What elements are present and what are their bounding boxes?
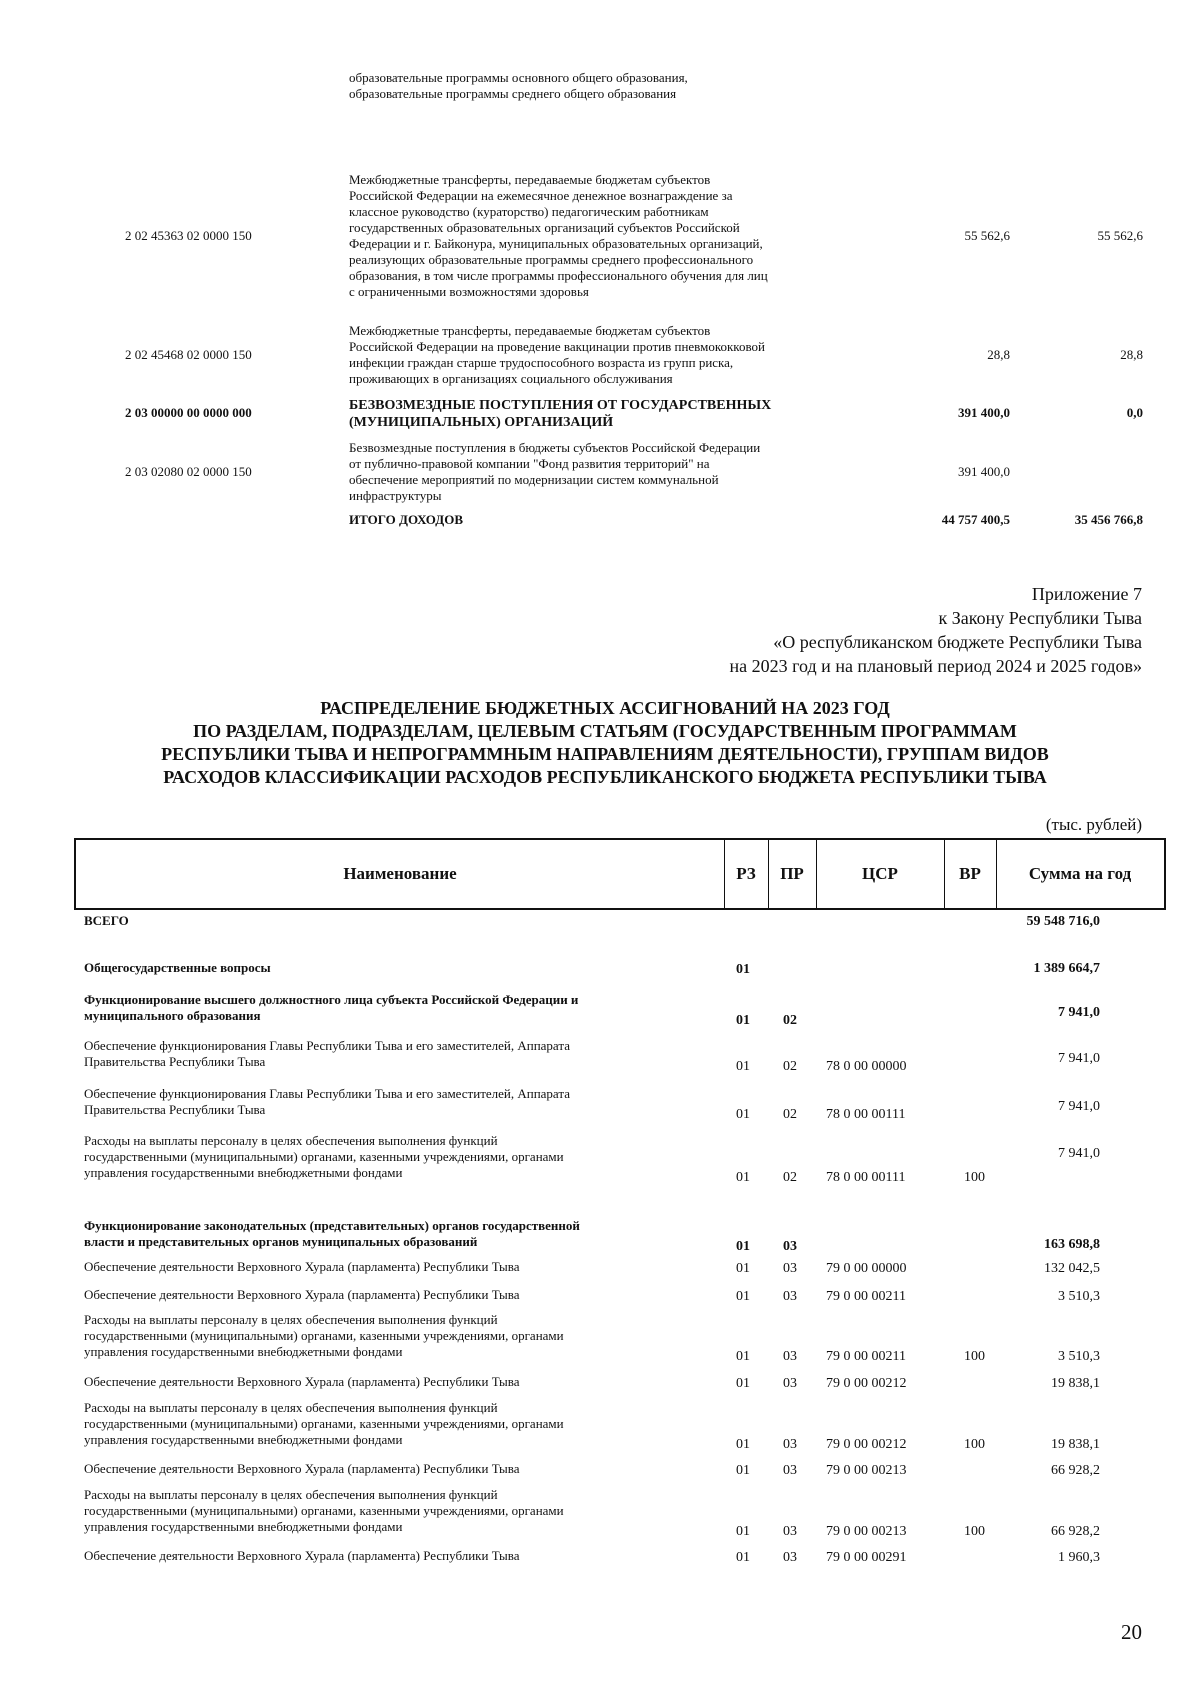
table-row-pr: 03: [783, 1239, 797, 1254]
table-row-sum: 3 510,3: [1058, 1289, 1100, 1304]
table-row-rz: 01: [736, 962, 750, 977]
title-line: ПО РАЗДЕЛАМ, ПОДРАЗДЕЛАМ, ЦЕЛЕВЫМ СТАТЬЯМ (ГОСУДАРСТВЕННЫМ ПРОГРАММАМ: [193, 721, 1017, 741]
revenue-row-2024: 391 400,0: [958, 405, 1010, 420]
revenue-row-code: 2 03 00000 00 0000 000: [125, 405, 252, 420]
revenue-row-2024: 44 757 400,5: [941, 512, 1010, 527]
table-row-pr: 02: [783, 1170, 797, 1185]
table-row-sum: 59 548 716,0: [1026, 914, 1100, 929]
table-row-rz: 01: [736, 1550, 750, 1565]
table-row-rz: 01: [736, 1463, 750, 1478]
revenue-row-2024: 28,8: [987, 347, 1010, 362]
units-label: (тыс. рублей): [1045, 815, 1142, 834]
table-row-sum: 1 960,3: [1058, 1550, 1100, 1565]
table-row-rz: 01: [736, 1261, 750, 1276]
table-row-pr: 02: [783, 1013, 797, 1028]
table-row-name: Обеспечение деятельности Верховного Хурала (парламента) Республики Тыва: [84, 1461, 520, 1476]
table-row-vr: 100: [964, 1437, 985, 1452]
table-row-csr: 79 0 00 00213: [826, 1463, 907, 1478]
table-row-csr: 79 0 00 00212: [826, 1376, 907, 1391]
table-row-name: Функционирование законодательных (представительных) органов государственной власти и представительных органов муниципальных образований: [84, 1218, 580, 1249]
revenue-row-code: 2 03 02080 02 0000 150: [125, 464, 252, 479]
appendix-line: Приложение 7: [1031, 584, 1142, 604]
table-row-sum: 19 838,1: [1051, 1376, 1100, 1391]
revenue-row-2025: 0,0: [1126, 405, 1143, 420]
table-row-csr: 78 0 00 00111: [826, 1170, 906, 1185]
table-row-csr: 79 0 00 00211: [826, 1349, 906, 1364]
table-row-sum: 7 941,0: [1058, 1146, 1100, 1161]
table-row-csr: 78 0 00 00000: [826, 1059, 907, 1074]
table-row-name: Общегосударственные вопросы: [84, 960, 271, 975]
table-row-pr: 02: [783, 1107, 797, 1122]
header-rz: РЗ: [736, 864, 756, 883]
table-row-name: Обеспечение деятельности Верховного Хурала (парламента) Республики Тыва: [84, 1259, 520, 1274]
revenue-row-desc: Безвозмездные поступления в бюджеты субъектов Российской Федерации от публично-правовой компании "Фонд развития территорий" на обеспечение мероприятий по модернизации систем коммунальной инфраструктуры: [349, 440, 761, 503]
title-line: РАСПРЕДЕЛЕНИЕ БЮДЖЕТНЫХ АССИГНОВАНИЙ НА 2023 ГОД: [320, 698, 890, 718]
table-row-pr: 03: [783, 1463, 797, 1478]
table-row-pr: 03: [783, 1437, 797, 1452]
table-row-csr: 79 0 00 00212: [826, 1437, 907, 1452]
table-row-sum: 7 941,0: [1058, 1051, 1100, 1066]
table-row-csr: 79 0 00 00000: [826, 1261, 907, 1276]
table-row-sum: 132 042,5: [1044, 1261, 1100, 1276]
table-row-name: Обеспечение деятельности Верховного Хурала (парламента) Республики Тыва: [84, 1548, 520, 1563]
table-row-rz: 01: [736, 1107, 750, 1122]
table-row-sum: 3 510,3: [1058, 1349, 1100, 1364]
table-row-rz: 01: [736, 1376, 750, 1391]
table-row-csr: 79 0 00 00291: [826, 1550, 907, 1565]
table-row-rz: 01: [736, 1349, 750, 1364]
table-row-vr: 100: [964, 1170, 985, 1185]
table-row-sum: 7 941,0: [1058, 1099, 1100, 1114]
table-row-name: Обеспечение функционирования Главы Республики Тыва и его заместителей, Аппарата Правительства Республики Тыва: [84, 1086, 570, 1117]
table-row-name: Обеспечение деятельности Верховного Хурала (парламента) Республики Тыва: [84, 1287, 520, 1302]
table-row-sum: 19 838,1: [1051, 1437, 1100, 1452]
table-row-rz: 01: [736, 1013, 750, 1028]
title-line: РЕСПУБЛИКИ ТЫВА И НЕПРОГРАММНЫМ НАПРАВЛЕНИЯМ ДЕЯТЕЛЬНОСТИ), ГРУППАМ ВИДОВ: [161, 744, 1049, 764]
revenue-row-code: 2 02 45363 02 0000 150: [125, 228, 252, 243]
table-row-pr: 03: [783, 1289, 797, 1304]
table-row-name: Функционирование высшего должностного лица субъекта Российской Федерации и муниципального образования: [84, 992, 579, 1023]
table-row-pr: 03: [783, 1376, 797, 1391]
table-row-pr: 03: [783, 1349, 797, 1364]
table-row-rz: 01: [736, 1170, 750, 1185]
header-pr: ПР: [780, 864, 804, 883]
revenue-row-desc: БЕЗВОЗМЕЗДНЫЕ ПОСТУПЛЕНИЯ ОТ ГОСУДАРСТВЕННЫХ (МУНИЦИПАЛЬНЫХ) ОРГАНИЗАЦИЙ: [349, 398, 772, 430]
table-row-csr: 79 0 00 00213: [826, 1524, 907, 1539]
table-row-csr: 78 0 00 00111: [826, 1107, 906, 1122]
revenue-row-code: 2 02 45468 02 0000 150: [125, 347, 252, 362]
table-row-rz: 01: [736, 1524, 750, 1539]
table-row-sum: 66 928,2: [1051, 1463, 1100, 1478]
header-vr: ВР: [959, 864, 981, 883]
title-line: РАСХОДОВ КЛАССИФИКАЦИИ РАСХОДОВ РЕСПУБЛИКАНСКОГО БЮДЖЕТА РЕСПУБЛИКИ ТЫВА: [163, 767, 1047, 787]
table-row-name: Расходы на выплаты персоналу в целях обеспечения выполнения функций государственными (муниципальными) органами, казенными учреждениями, органами управления государственными внебюджетными фондами: [84, 1312, 564, 1359]
table-row-pr: 02: [783, 1059, 797, 1074]
table-row-rz: 01: [736, 1059, 750, 1074]
revenue-row-desc: Межбюджетные трансферты, передаваемые бюджетам субъектов Российской Федерации на проведение вакцинации против пневмококковой инфекции граждан старше трудоспособного возраста из групп риска, проживающих в организациях социального обслуживания: [349, 323, 765, 386]
table-row-rz: 01: [736, 1239, 750, 1254]
appendix-line: на 2023 год и на плановый период 2024 и 2025 годов»: [729, 656, 1142, 676]
table-row-rz: 01: [736, 1289, 750, 1304]
table-row-vr: 100: [964, 1524, 985, 1539]
revenue-row-2025: 28,8: [1120, 347, 1143, 362]
table-row-name: Расходы на выплаты персоналу в целях обеспечения выполнения функций государственными (муниципальными) органами, казенными учреждениями, органами управления государственными внебюджетными фондами: [84, 1400, 564, 1447]
table-row-rz: 01: [736, 1437, 750, 1452]
appendix-header: [729, 582, 1142, 678]
document-title: [60, 697, 1150, 789]
header-sum: Сумма на год: [1028, 864, 1132, 883]
revenue-row-2025: 55 562,6: [1097, 228, 1143, 243]
revenue-row-desc: Межбюджетные трансферты, передаваемые бюджетам субъектов Российской Федерации на ежемесячное денежное вознаграждение за классное руководство (кураторство) педагогическим работникам государственных образовательных организаций субъектов Российской Федерации и г. Байконура, муниципальных образовательных организаций, реализующих образовательные программы среднего профессионального образования, в том числе программы профессионального обучения для лиц с ограниченными возможностями здоровья: [349, 172, 768, 299]
table-row-sum: 1 389 664,7: [1033, 961, 1100, 976]
table-row-csr: 79 0 00 00211: [826, 1289, 906, 1304]
appendix-line: «О республиканском бюджете Республики Тыва: [773, 632, 1142, 652]
table-row-pr: 03: [783, 1524, 797, 1539]
table-row-sum: 7 941,0: [1058, 1005, 1100, 1020]
revenue-row-2025: 35 456 766,8: [1074, 512, 1143, 527]
header-csr: ЦСР: [862, 864, 898, 883]
table-row-name: Обеспечение деятельности Верховного Хурала (парламента) Республики Тыва: [84, 1374, 520, 1389]
table-row-sum: 66 928,2: [1051, 1524, 1100, 1539]
appendix-line: к Закону Республики Тыва: [938, 608, 1142, 628]
header-name: Наименование: [343, 864, 457, 883]
revenue-row-2024: 55 562,6: [964, 228, 1010, 243]
table-row-vr: 100: [964, 1349, 985, 1364]
revenue-row-2024: 391 400,0: [958, 464, 1010, 479]
table-row-name: Расходы на выплаты персоналу в целях обеспечения выполнения функций государственными (муниципальными) органами, казенными учреждениями, органами управления государственными внебюджетными фондами: [84, 1487, 564, 1534]
revenue-row-desc: ИТОГО ДОХОДОВ: [349, 512, 463, 527]
table-row-name: Обеспечение функционирования Главы Республики Тыва и его заместителей, Аппарата Правительства Республики Тыва: [84, 1038, 570, 1069]
table-header: [74, 838, 1166, 910]
table-row-name: ВСЕГО: [84, 913, 129, 928]
table-row-sum: 163 698,8: [1044, 1237, 1100, 1252]
page-number: 20: [1121, 1620, 1142, 1644]
table-row-pr: 03: [783, 1261, 797, 1276]
continuation-text: образовательные программы основного общего образования, образовательные программы среднего общего образования: [349, 70, 688, 101]
table-row-pr: 03: [783, 1550, 797, 1565]
table-row-name: Расходы на выплаты персоналу в целях обеспечения выполнения функций государственными (муниципальными) органами, казенными учреждениями, органами управления государственными внебюджетными фондами: [84, 1133, 564, 1180]
